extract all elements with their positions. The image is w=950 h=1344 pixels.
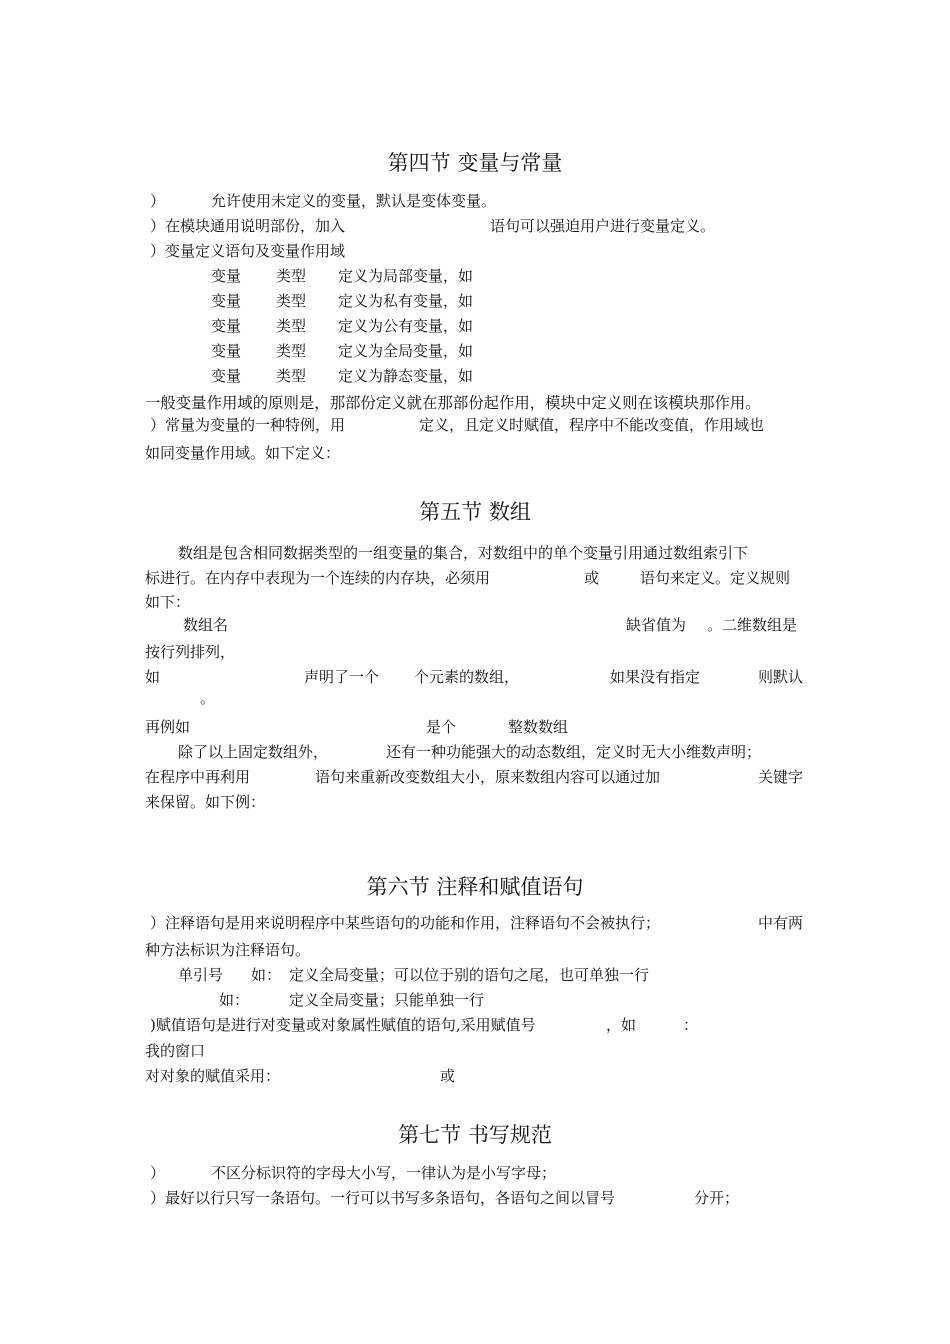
s6-assign-b: ，如 (606, 1016, 637, 1034)
section-4-title: 第四节 变量与常量 (387, 151, 563, 175)
s5-ex2-c: 整数数组 (508, 718, 569, 736)
s6-comment-c: 种方法标识为注释语句。 (145, 941, 311, 959)
section-6-title: 第六节 注释和赋值语句 (366, 875, 584, 899)
s5-def-rowcol: 按行列排列， (145, 643, 236, 661)
s4-row5-desc: 定义为静态变量，如 (338, 367, 474, 385)
s4-row1-type: 类型 (276, 267, 307, 285)
section-5-title: 第五节 数组 (419, 500, 531, 524)
s4-row4-var: 变量 (211, 342, 242, 360)
s6-rem-desc: 定义全局变量；只能单独一行 (289, 991, 485, 1009)
s5-ex1-c: 个元素的数组， (414, 668, 520, 686)
s4-row5-type: 类型 (276, 367, 307, 385)
s4-row4-desc: 定义为全局变量，如 (338, 342, 474, 360)
s5-redim-a: 在程序中再利用 (145, 768, 251, 786)
s4-line3-text: ）变量定义语句及变量作用域 (150, 242, 346, 260)
s5-p1-line1: 数组是包含相同数据类型的一组变量的集合，对数组中的单个变量引用通过数组索引下 (178, 544, 749, 562)
s5-ex1-e: 则默认 (758, 668, 804, 686)
s4-line1-text: 允许使用未定义的变量，默认是变体变量。 (211, 192, 497, 210)
s6-comment-a: ）注释语句是用来说明程序中某些语句的功能和作用，注释语句不会被执行； (150, 914, 661, 932)
s5-dyn-a: 除了以上固定数组外， (178, 743, 329, 761)
s4-row3-desc: 定义为公有变量，如 (338, 317, 474, 335)
s5-p1-line3: 如下： (145, 593, 191, 611)
s4-const-text-b: 定义，且定义时赋值，程序中不能改变值，作用域也 (419, 416, 765, 434)
s5-ex2-a: 再例如 (145, 718, 191, 736)
s4-scope-paragraph: 一般变量作用域的原则是，那部份定义就在那部份起作用，模块中定义则在该模块那作用。 (145, 394, 761, 412)
s6-object-assign-b: 或 (440, 1067, 456, 1085)
s7-case-text: 不区分标识符的字母大小写，一律认为是小写字母； (211, 1164, 557, 1182)
s4-line2-text-a: ）在模块通用说明部份，加入 (150, 217, 346, 235)
s5-ex1-f: 。 (200, 689, 216, 707)
s6-comment-b: 中有两 (758, 914, 804, 932)
s4-line1-marker: ） (150, 192, 166, 210)
s6-rem-eg: 如： (219, 991, 250, 1009)
s5-dyn-b: 还有一种功能强大的动态数组，定义时无大小维数声明； (386, 743, 762, 761)
s5-def-default: 缺省值为 (626, 616, 687, 634)
s6-assign-c: ： (683, 1016, 699, 1034)
s5-keep: 来保留。如下例： (145, 793, 266, 811)
s5-def-array-name: 数组名 (183, 616, 229, 634)
s4-row1-var: 变量 (211, 267, 242, 285)
s5-ex1-b: 声明了一个 (304, 668, 380, 686)
s4-row2-desc: 定义为私有变量，如 (338, 292, 474, 310)
s5-redim-b: 语句来重新改变数组大小，原来数组内容可以通过加 (315, 768, 661, 786)
s7-line-b: 分开； (694, 1189, 740, 1207)
s5-p1-line2-c: 语句来定义。定义规则 (640, 569, 791, 587)
s6-assign-window: 我的窗口 (145, 1042, 206, 1060)
s5-redim-c: 关键字 (758, 768, 804, 786)
s4-const-text-c: 如同变量作用域。如下定义： (145, 444, 341, 462)
s4-line2-text-b: 语句可以强迫用户进行变量定义。 (490, 217, 716, 235)
s6-object-assign-a: 对对象的赋值采用： (145, 1067, 281, 1085)
s5-p1-line2-a: 标进行。在内存中表现为一个连续的内存块，必须用 (145, 569, 491, 587)
s7-case-marker: ） (150, 1164, 166, 1182)
s4-row1-desc: 定义为局部变量，如 (338, 267, 474, 285)
s5-ex1-d: 如果没有指定 (610, 668, 701, 686)
s6-quote-eg: 如： (251, 966, 282, 984)
s4-row3-var: 变量 (211, 317, 242, 335)
section-7-title: 第七节 书写规范 (398, 1123, 552, 1147)
s7-line-a: ）最好以行只写一条语句。一行可以书写多条语句，各语句之间以冒号 (150, 1189, 616, 1207)
s5-ex2-b: 是个 (426, 718, 457, 736)
s6-quote-desc: 定义全局变量；可以位于别的语句之尾，也可单独一行 (289, 966, 650, 984)
s4-row3-type: 类型 (276, 317, 307, 335)
s4-row2-var: 变量 (211, 292, 242, 310)
s5-p1-line2-b: 或 (584, 569, 600, 587)
s6-quote-label: 单引号 (178, 966, 224, 984)
s4-row2-type: 类型 (276, 292, 307, 310)
s6-assign-a: )赋值语句是进行对变量或对象属性赋值的语句,采用赋值号 (150, 1016, 536, 1034)
s4-const-text-a: ）常量为变量的一种特例，用 (150, 416, 346, 434)
s4-row4-type: 类型 (276, 342, 307, 360)
s4-row5-var: 变量 (211, 367, 242, 385)
s5-def-2d: 。二维数组是 (707, 616, 798, 634)
s5-ex1-a: 如 (145, 668, 161, 686)
